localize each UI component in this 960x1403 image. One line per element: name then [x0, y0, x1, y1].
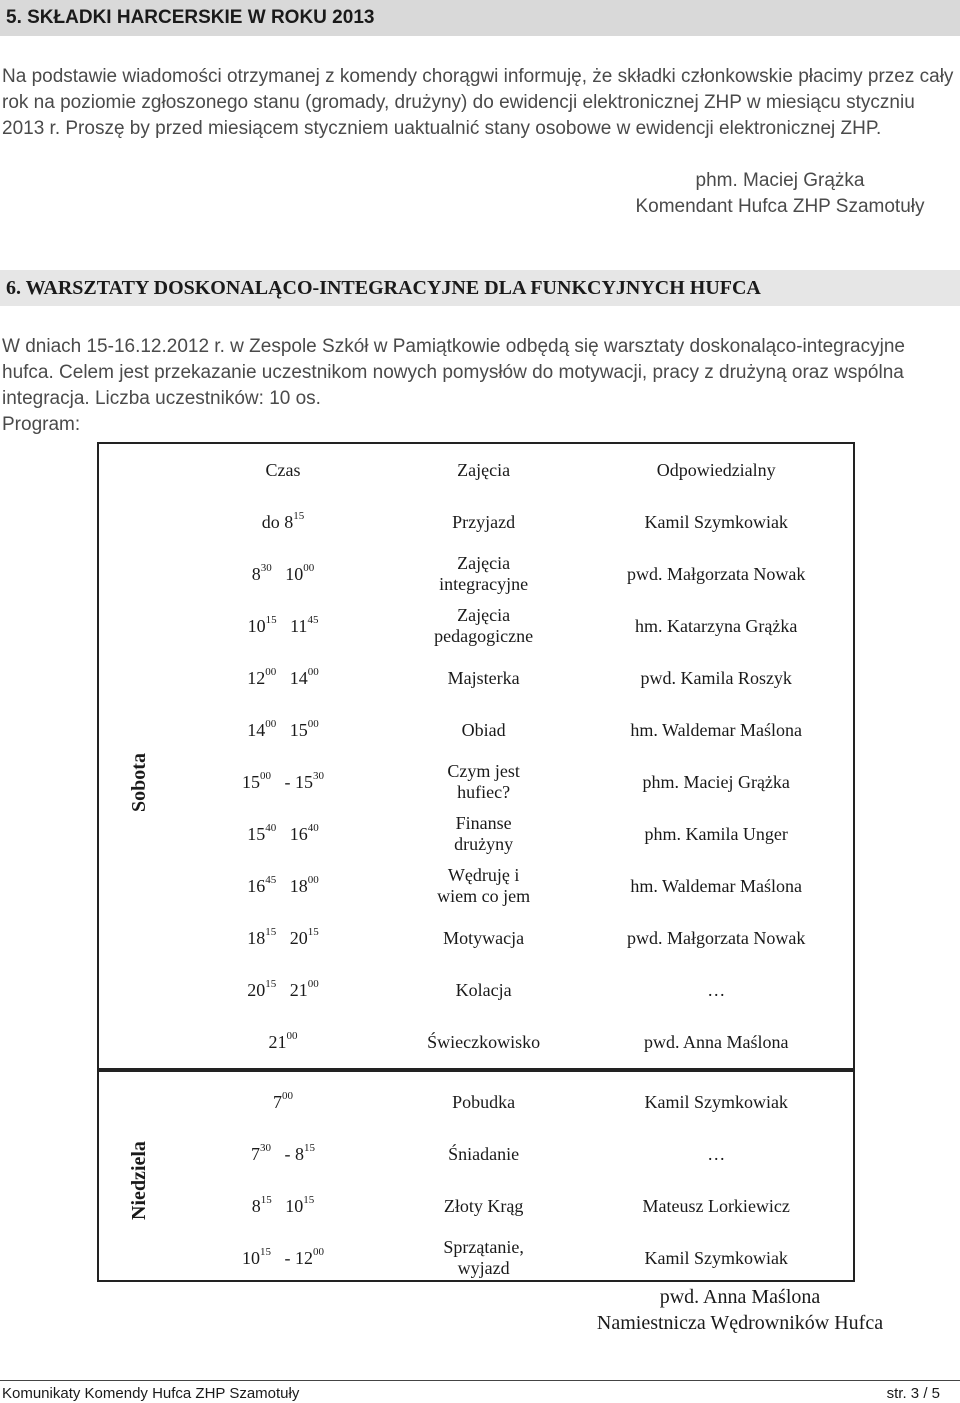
table-row [99, 756, 851, 808]
section-5-heading: 5. SKŁADKI HARCERSKIE W ROKU 2013 [0, 0, 960, 36]
table-row [99, 860, 851, 912]
time-minutes: 40 [265, 821, 277, 834]
time-minutes: 00 [313, 1245, 325, 1258]
signature-1-role: Komendant Hufca ZHP Szamotuły [635, 196, 925, 217]
table-row [99, 548, 851, 600]
time-minutes: 00 [282, 1089, 294, 1102]
activity-cell: Wędruję i wiem co jem [437, 865, 531, 906]
time-minutes: 00 [260, 769, 272, 782]
column-header: Odpowiedzialny [656, 459, 776, 480]
table-row [99, 1076, 851, 1128]
time-minutes: 15 [260, 1245, 272, 1258]
table-row [99, 600, 851, 652]
time-cell [180, 860, 386, 912]
time-cell [180, 1180, 386, 1232]
responsible-cell: hm. Waldemar Maślona [630, 875, 803, 896]
table-row [99, 912, 851, 964]
time-value: $15^{40}$ [247, 821, 277, 844]
time-value: $21^{00}$ [289, 977, 319, 1000]
time-value: $12^{00}$ [247, 665, 277, 688]
activity-cell: Czym jest hufiec? [447, 761, 520, 802]
time-minutes: 00 [303, 561, 315, 574]
time-cell [180, 600, 386, 652]
responsible-cell: pwd. Anna Maślona [643, 1031, 789, 1052]
table-row [99, 1180, 851, 1232]
time-value: $16^{40}$ [289, 821, 319, 844]
time-value: $14^{00}$ [247, 717, 277, 740]
activity-cell: Przyjazd [452, 511, 516, 532]
table-row [99, 1016, 851, 1068]
activity-cell: Zajęcia pedagogiczne [434, 605, 534, 646]
time-cell [180, 912, 386, 964]
activity-cell: Zajęcia integracyjne [439, 553, 529, 594]
time-cell [180, 964, 386, 1016]
section-6-body [2, 334, 957, 438]
table-row [99, 652, 851, 704]
signature-1-name: phm. Maciej Grążka [695, 170, 865, 191]
time-value: $20^{15}$ [289, 925, 319, 948]
time-minutes: 00 [307, 977, 319, 990]
time-value: $18^{00}$ [289, 873, 319, 896]
time-cell [180, 808, 386, 860]
column-header: Czas [265, 459, 301, 480]
time-minutes: 30 [260, 1141, 272, 1154]
table-row [99, 1232, 851, 1284]
table-header-row [99, 444, 851, 496]
day-separator-cell [99, 1068, 851, 1076]
responsible-cell: … [707, 979, 726, 1000]
activity-cell: Obiad [461, 719, 506, 740]
activity-cell: Motywacja [443, 927, 525, 948]
responsible-cell: Kamil Szymkowiak [644, 1247, 788, 1268]
time-cell [180, 1076, 386, 1128]
time-value: $18^{15}$ [247, 925, 277, 948]
time-minutes: 15 [260, 1193, 272, 1206]
time-cell [180, 704, 386, 756]
activity-cell: Świeczkowisko [427, 1031, 541, 1052]
time-cell [180, 548, 386, 600]
time-minutes: 00 [265, 717, 277, 730]
time-value: $15^{00}$ [289, 717, 319, 740]
time-value: do $8^{15}$ [261, 509, 305, 532]
time-cell [180, 652, 386, 704]
table-row [99, 1128, 851, 1180]
signature-2 [560, 1284, 920, 1336]
time-minutes: 15 [304, 1141, 316, 1154]
activity-cell: Sprzątanie, wyjazd [443, 1237, 524, 1278]
responsible-cell: phm. Kamila Unger [644, 823, 788, 844]
column-header: Zajęcia [457, 459, 511, 480]
time-value: $10^{15}$ [247, 613, 277, 636]
time-minutes: 00 [286, 1029, 298, 1042]
time-value: $20^{15}$ [247, 977, 277, 1000]
time-value: $10^{15}$ [285, 1193, 315, 1216]
time-minutes: 00 [307, 665, 319, 678]
responsible-cell: pwd. Kamila Roszyk [640, 667, 792, 688]
time-minutes: 15 [307, 925, 319, 938]
table-row [99, 964, 851, 1016]
table-row [99, 496, 851, 548]
day-cell [99, 1076, 180, 1284]
day-separator [99, 1068, 851, 1076]
time-minutes: 40 [307, 821, 319, 834]
time-cell [180, 1128, 386, 1180]
activity-cell: Złoty Krąg [443, 1195, 524, 1216]
program-label: Program: [2, 414, 81, 435]
day-cell [99, 496, 180, 1068]
responsible-cell: pwd. Małgorzata Nowak [626, 927, 806, 948]
time-value: - $8^{15}$ [284, 1141, 316, 1164]
time-minutes: 45 [265, 873, 277, 886]
time-value: $11^{45}$ [290, 613, 319, 636]
responsible-cell: hm. Waldemar Maślona [630, 719, 803, 740]
time-minutes: 45 [307, 613, 319, 626]
page-number: str. 3 / 5 [886, 1385, 940, 1402]
time-value: $16^{45}$ [247, 873, 277, 896]
day-column-spacer [99, 444, 180, 496]
signature-2-role: Namiestnicza Wędrowników Hufca [596, 1312, 884, 1334]
time-minutes: 15 [303, 1193, 315, 1206]
time-value: $8^{15}$ [251, 1193, 272, 1216]
time-minutes: 15 [293, 509, 305, 522]
responsible-cell: hm. Katarzyna Grążka [634, 615, 798, 636]
responsible-cell: pwd. Małgorzata Nowak [626, 563, 806, 584]
activity-cell: Pobudka [452, 1091, 516, 1112]
time-cell [180, 496, 386, 548]
time-minutes: 30 [260, 561, 272, 574]
responsible-cell: … [707, 1143, 726, 1164]
time-value: $7^{00}$ [273, 1089, 294, 1112]
time-value: $7^{30}$ [251, 1141, 272, 1164]
responsible-cell: phm. Maciej Grążka [642, 771, 790, 792]
day-label: Sobota [128, 752, 151, 812]
section-6-text: W dniach 15-16.12.2012 r. w Zespole Szkół w Pamiątkowie odbędą się warsztaty doskonaląco-integracyjne hufca. Celem jest przekazanie uczestnikom nowych pomysłów do motywacji, pracy z drużyną oraz wspólna integracja. Liczba uczestników: 10 os. [2, 336, 905, 409]
activity-cell: Majsterka [447, 667, 520, 688]
responsible-cell: Kamil Szymkowiak [644, 511, 788, 532]
activity-cell: Kolacja [455, 979, 512, 1000]
footer-title: Komunikaty Komendy Hufca ZHP Szamotuły [2, 1385, 300, 1402]
time-value: $21^{00}$ [268, 1029, 298, 1052]
time-minutes: 00 [307, 873, 319, 886]
time-cell [180, 1232, 386, 1284]
page-footer [0, 1380, 960, 1402]
time-value: $15^{00}$ [242, 769, 272, 792]
section-5-body [2, 64, 957, 142]
time-cell [180, 1016, 386, 1068]
time-minutes: 15 [265, 977, 277, 990]
activity-cell: Finanse drużyny [454, 813, 514, 854]
time-minutes: 30 [313, 769, 325, 782]
time-value: $10^{15}$ [242, 1245, 272, 1268]
time-cell [180, 756, 386, 808]
responsible-cell: Kamil Szymkowiak [644, 1091, 788, 1112]
day-label: Niedziela [128, 1140, 151, 1220]
section-5-text: Na podstawie wiadomości otrzymanej z komendy chorągwi informuję, że składki członkowskie płacimy przez cały rok na poziomie zgłoszonego stanu (gromady, drużyny) do ewidencji elektronicznej ZHP w miesiącu styczniu 2013 r. Proszę by przed miesiącem styczniem uaktualnić stany osobowe w ewidencji elektronicznej ZHP. [2, 66, 954, 139]
table-row [99, 808, 851, 860]
time-value: $10^{00}$ [285, 561, 315, 584]
time-value: $14^{00}$ [289, 665, 319, 688]
signature-1 [600, 168, 960, 220]
section-6-heading: 6. WARSZTATY DOSKONALĄCO-INTEGRACYJNE DLA FUNKCYJNYCH HUFCA [0, 270, 960, 306]
schedule-table [99, 444, 851, 1284]
time-value: - $12^{00}$ [284, 1245, 325, 1268]
signature-2-name: pwd. Anna Maślona [659, 1286, 821, 1308]
time-minutes: 00 [265, 665, 277, 678]
time-minutes: 15 [265, 613, 277, 626]
responsible-cell: Mateusz Lorkiewicz [642, 1195, 790, 1216]
table-row [99, 704, 851, 756]
activity-cell: Śniadanie [448, 1143, 520, 1164]
time-minutes: 00 [307, 717, 319, 730]
time-value: $8^{30}$ [251, 561, 272, 584]
time-minutes: 15 [265, 925, 277, 938]
time-value: - $15^{30}$ [284, 769, 325, 792]
